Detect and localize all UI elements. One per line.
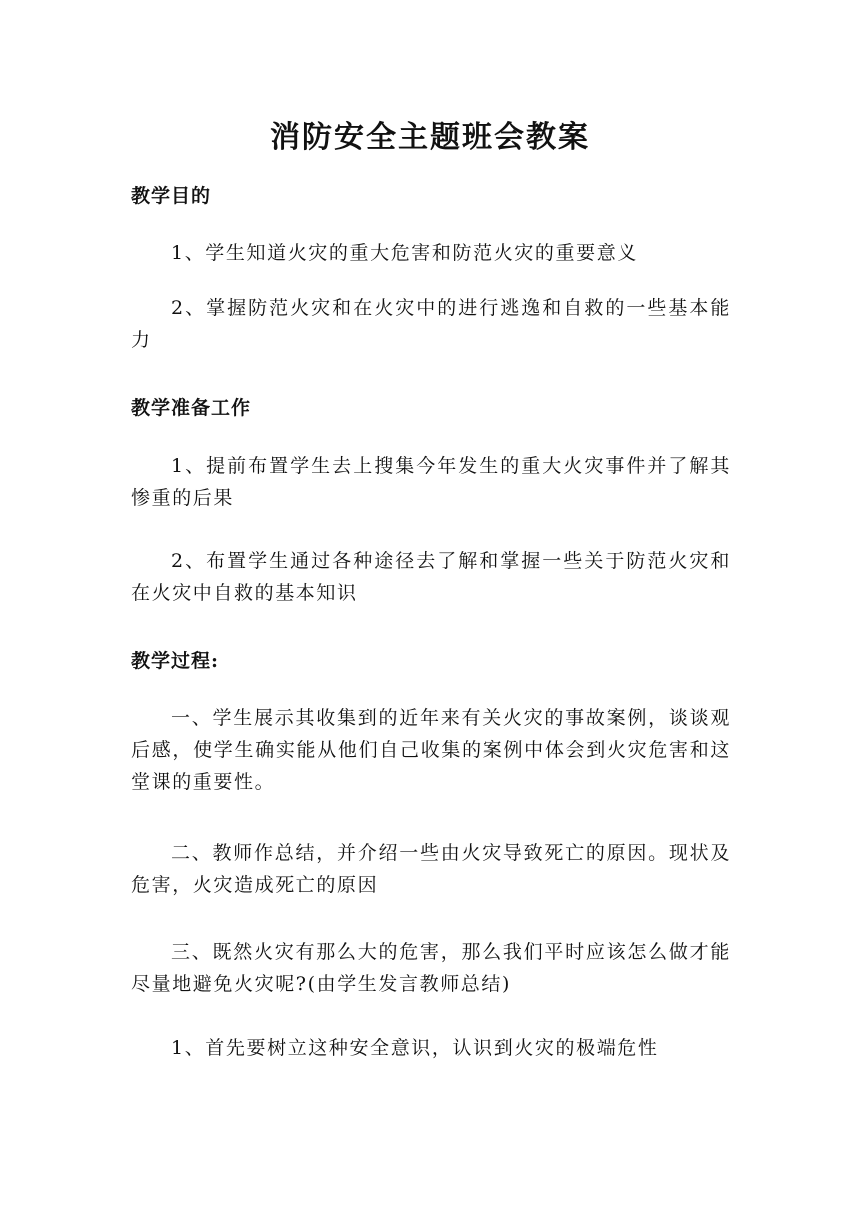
paragraph: 二、教师作总结，并介绍一些由火灾导致死亡的原因。现状及危害，火灾造成死亡的原因 (131, 842, 731, 896)
paragraph: 1、首先要树立这种安全意识，认识到火灾的极端危性 (171, 1037, 659, 1059)
paragraph: 1、学生知道火灾的重大危害和防范火灾的重要意义 (171, 242, 638, 264)
paragraph: 三、既然火灾有那么大的危害，那么我们平时应该怎么做才能尽量地避免火灾呢?(由学生发言教师总结) (131, 941, 731, 995)
paragraph: 2、布置学生通过各种途径去了解和掌握一些关于防范火灾和在火灾中自救的基本知识 (131, 550, 731, 604)
section-heading-preparation: 教学准备工作 (131, 397, 252, 419)
section-heading-teaching-goals: 教学目的 (131, 185, 212, 207)
paragraph: 2、掌握防范火灾和在火灾中的进行逃逸和自救的一些基本能力 (131, 297, 731, 351)
paragraph: 一、学生展示其收集到的近年来有关火灾的事故案例，谈谈观后感，使学生确实能从他们自己收集的案例中体会到火灾危害和这堂课的重要性。 (131, 707, 731, 793)
section-heading-process: 教学过程: (131, 650, 220, 672)
document-title: 消防安全主题班会教案 (270, 120, 590, 155)
paragraph: 1、提前布置学生去上搜集今年发生的重大火灾事件并了解其惨重的后果 (131, 455, 731, 509)
